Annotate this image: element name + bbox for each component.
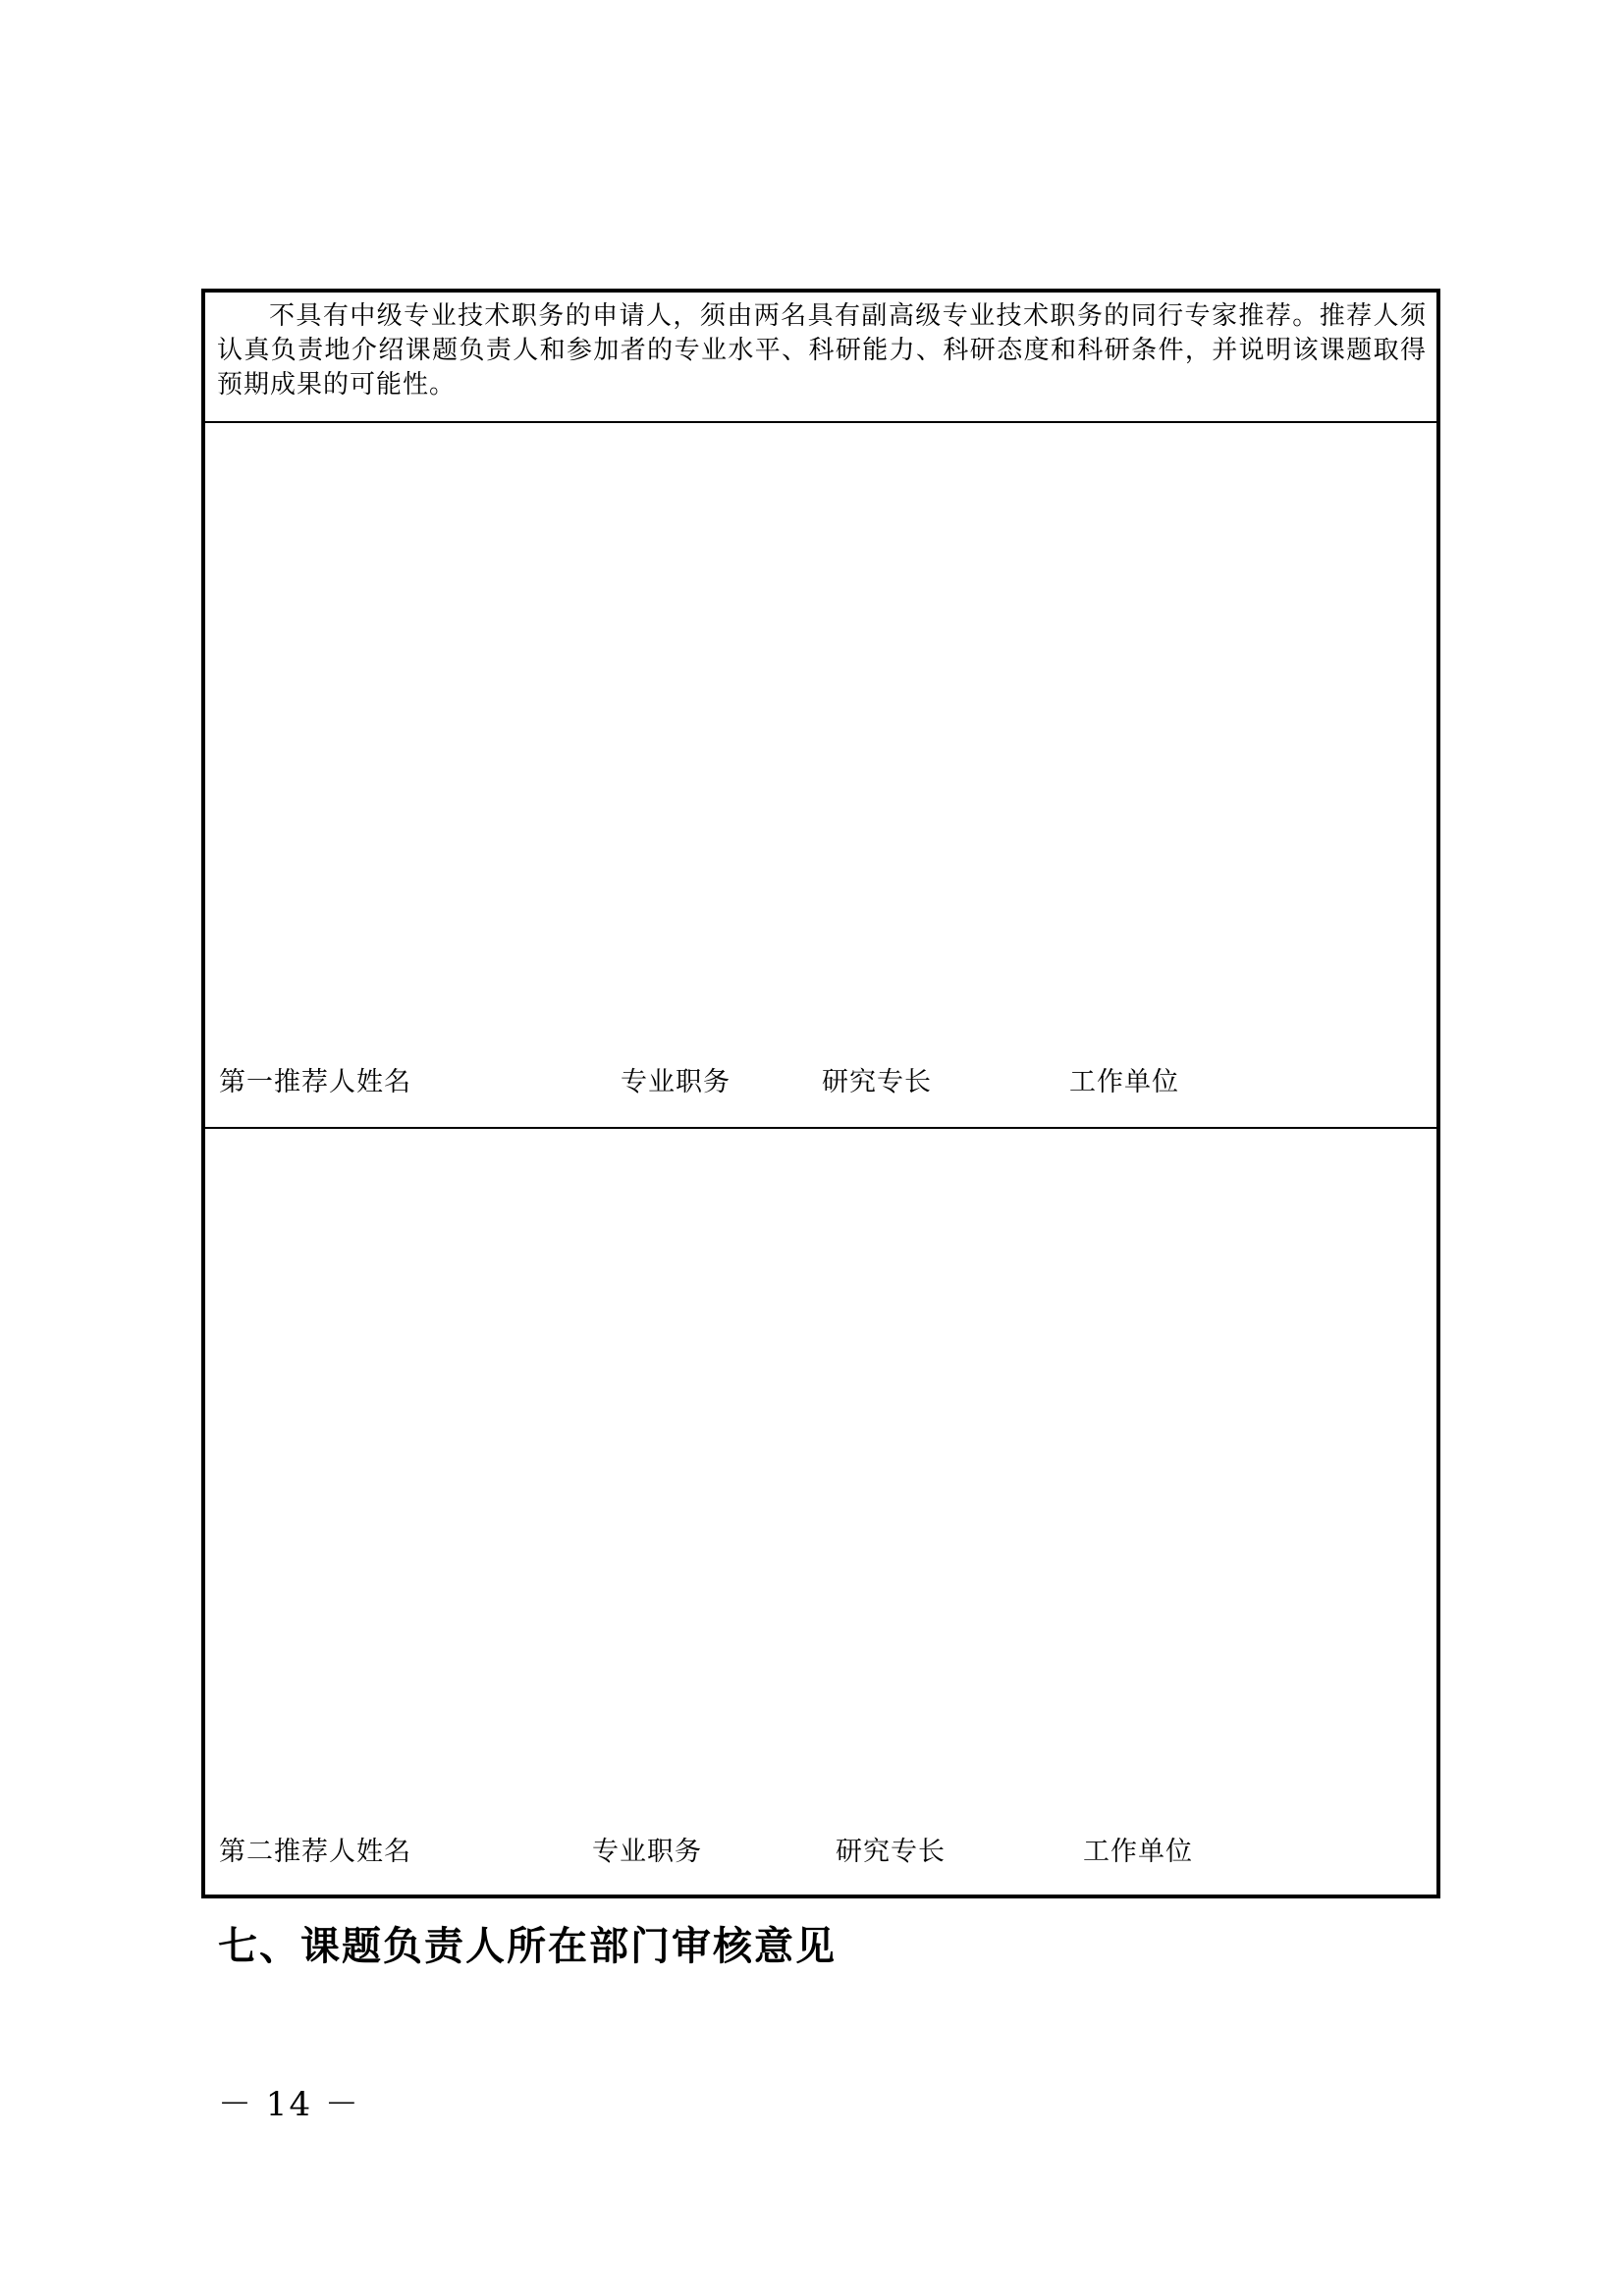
recommendation-table — [201, 289, 1440, 1898]
second-recommender-name-label: 第二推荐人姓名 — [219, 1837, 411, 1867]
first-recommender-title-label: 专业职务 — [621, 1067, 731, 1097]
second-recommender-signature-line — [219, 1836, 1436, 1869]
first-recommender-workplace-label: 工作单位 — [1069, 1067, 1179, 1097]
page-number: － 14 － — [218, 2085, 360, 2124]
second-recommender-cell[interactable] — [205, 1129, 1436, 1895]
first-recommender-specialty-label: 研究专长 — [822, 1067, 932, 1097]
first-recommender-cell[interactable] — [205, 423, 1436, 1129]
instruction-cell — [205, 293, 1436, 423]
first-recommender-name-label: 第一推荐人姓名 — [219, 1067, 411, 1097]
instruction-text: 不具有中级专业技术职务的申请人，须由两名具有副高级专业技术职务的同行专家推荐。推荐人须认真负责地介绍课题负责人和参加者的专业水平、科研能力、科研态度和科研条件，并说明该课题取得预期成果的可能性。 — [217, 301, 1427, 400]
second-recommender-specialty-label: 研究专长 — [836, 1837, 946, 1867]
section-heading: 七、课题负责人所在部门审核意见 — [218, 1924, 837, 1969]
second-recommender-title-label: 专业职务 — [592, 1837, 702, 1867]
first-recommender-signature-line — [219, 1066, 1436, 1099]
second-recommender-workplace-label: 工作单位 — [1083, 1837, 1193, 1867]
